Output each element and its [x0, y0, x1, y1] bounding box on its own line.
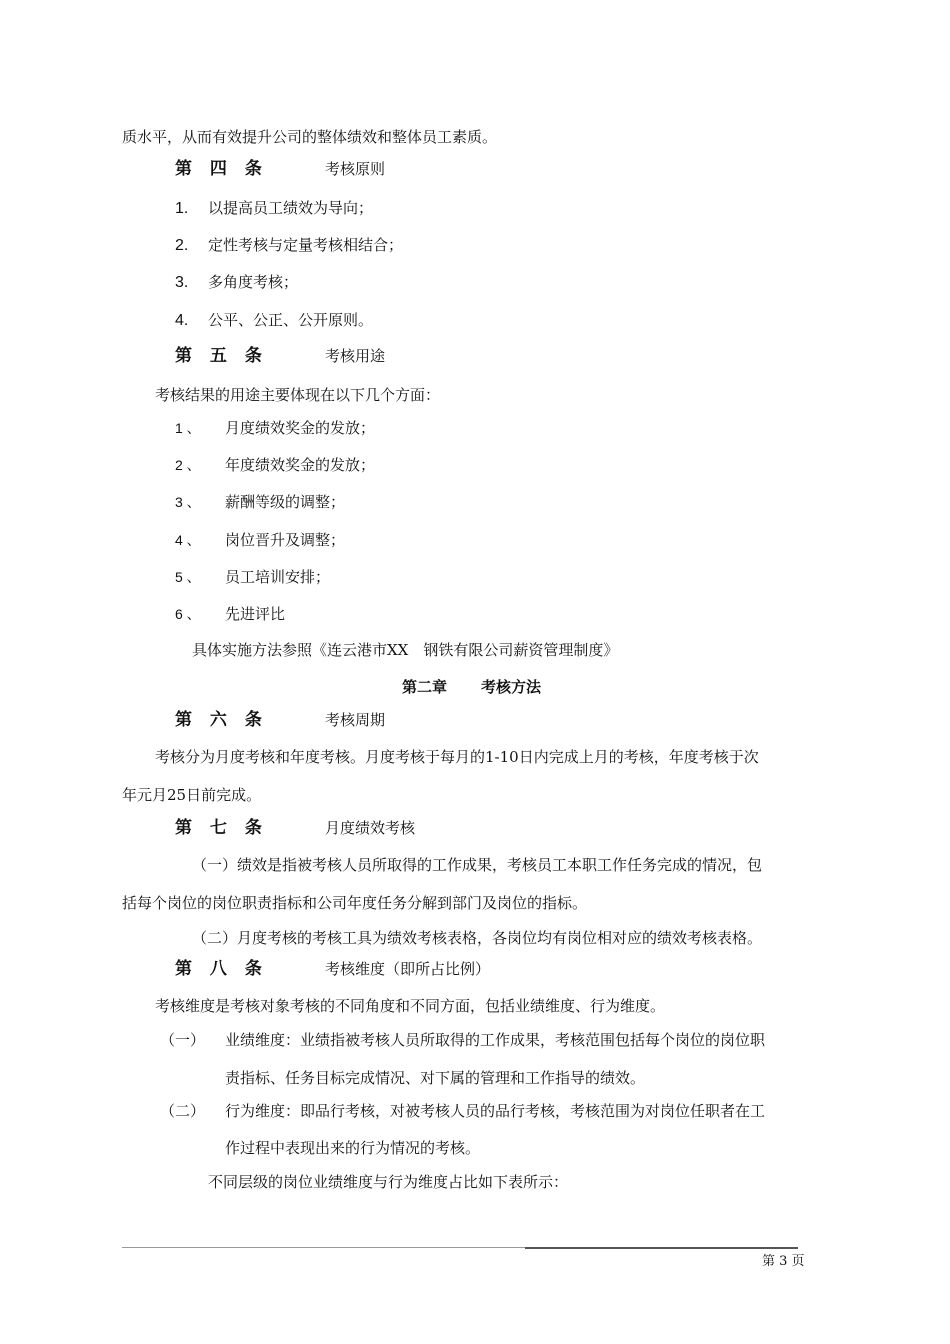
article-4-number: 第 四 条 — [175, 159, 268, 179]
list-number: 2 、 — [175, 457, 201, 473]
use-item-6 — [175, 604, 286, 624]
article-4-title: 考核原则 — [325, 160, 386, 178]
article-5-title: 考核用途 — [325, 347, 386, 365]
list-text: 以提高员工绩效为导向； — [208, 199, 374, 217]
article-6-heading — [175, 710, 815, 730]
chapter-2-heading — [402, 677, 541, 697]
list-text: 多角度考核； — [208, 273, 299, 291]
principle-item-4 — [175, 310, 374, 331]
article-7-heading — [175, 818, 815, 838]
article-8-intro: 考核维度是考核对象考核的不同角度和不同方面，包括业绩维度、行为维度。 — [155, 997, 666, 1015]
principle-item-3 — [175, 272, 299, 293]
list-text: 员工培训安排； — [225, 568, 331, 586]
dimension-item-2-line-2: 作过程中表现出来的行为情况的考核。 — [225, 1139, 481, 1157]
principle-item-1 — [175, 198, 374, 219]
article-8-closing: 不同层级的岗位业绩维度与行为维度占比如下表所示： — [208, 1173, 569, 1191]
article-6-number: 第 六 条 — [175, 710, 268, 730]
article-6-line-2: 年元月25日前完成。 — [122, 786, 262, 804]
use-item-4 — [175, 530, 346, 550]
principle-item-2 — [175, 235, 404, 256]
use-item-2 — [175, 455, 376, 475]
chapter-title: 考核方法 — [481, 678, 542, 696]
paragraph-continuation: 质水平，从而有效提升公司的整体绩效和整体员工素质。 — [122, 128, 498, 146]
footer-rule-accent — [525, 1247, 798, 1249]
article-8-heading — [175, 959, 815, 979]
list-number: 1 、 — [175, 420, 201, 436]
list-text: 月度绩效奖金的发放； — [225, 419, 376, 437]
list-number: 4 、 — [175, 532, 201, 548]
page-number: 第 3 页 — [762, 1254, 805, 1269]
article-7-title: 月度绩效考核 — [325, 819, 416, 837]
dimension-item-1-number: （一） — [160, 1031, 206, 1049]
list-text: 先进评比 — [225, 605, 286, 623]
list-text: 公平、公正、公开原则。 — [208, 311, 374, 329]
article-8-title: 考核维度（即所占比例） — [325, 960, 491, 978]
dimension-item-2-line-1: 行为维度：即品行考核，对被考核人员的品行考核，考核范围为对岗位任职者在工 — [225, 1102, 766, 1120]
list-number: 6 、 — [175, 606, 201, 622]
list-number: 1. — [175, 200, 189, 217]
list-text: 年度绩效奖金的发放； — [225, 456, 376, 474]
article-4-heading — [175, 159, 815, 179]
dimension-item-1-line-2: 责指标、任务目标完成情况、对下属的管理和工作指导的绩效。 — [225, 1069, 646, 1087]
use-item-5 — [175, 567, 331, 587]
article-6-title: 考核周期 — [325, 711, 386, 729]
article-7-number: 第 七 条 — [175, 818, 268, 838]
article-7-p1-line-2: 括每个岗位的岗位职责指标和公司年度任务分解到部门及岗位的指标。 — [122, 894, 588, 912]
article-7-p2: （二）月度考核的考核工具为绩效考核表格，各岗位均有岗位相对应的绩效考核表格。 — [192, 929, 763, 947]
list-text: 岗位晋升及调整； — [225, 531, 346, 549]
list-text: 薪酬等级的调整； — [225, 493, 346, 511]
list-number: 5 、 — [175, 569, 201, 585]
list-number: 4. — [175, 312, 189, 329]
use-item-3 — [175, 492, 346, 512]
dimension-item-2-number: （二） — [160, 1102, 206, 1120]
article-5-heading — [175, 346, 815, 366]
article-5-number: 第 五 条 — [175, 346, 268, 366]
chapter-number: 第二章 — [402, 678, 448, 696]
article-5-intro: 考核结果的用途主要体现在以下几个方面： — [155, 386, 441, 404]
use-item-1 — [175, 418, 376, 438]
list-number: 3. — [175, 274, 189, 291]
list-number: 2. — [175, 237, 189, 254]
reference-line: 具体实施方法参照《连云港市XX 钢铁有限公司薪资管理制度》 — [192, 641, 619, 659]
dimension-item-1-line-1: 业绩维度：业绩指被考核人员所取得的工作成果，考核范围包括每个岗位的岗位职 — [225, 1031, 766, 1049]
article-7-p1-line-1: （一）绩效是指被考核人员所取得的工作成果，考核员工本职工作任务完成的情况，包 — [192, 856, 763, 874]
list-text: 定性考核与定量考核相结合； — [208, 236, 404, 254]
article-6-line-1: 考核分为月度考核和年度考核。月度考核于每月的1-10日内完成上月的考核，年度考核于次 — [155, 748, 759, 766]
article-8-number: 第 八 条 — [175, 959, 268, 979]
list-number: 3 、 — [175, 494, 201, 510]
